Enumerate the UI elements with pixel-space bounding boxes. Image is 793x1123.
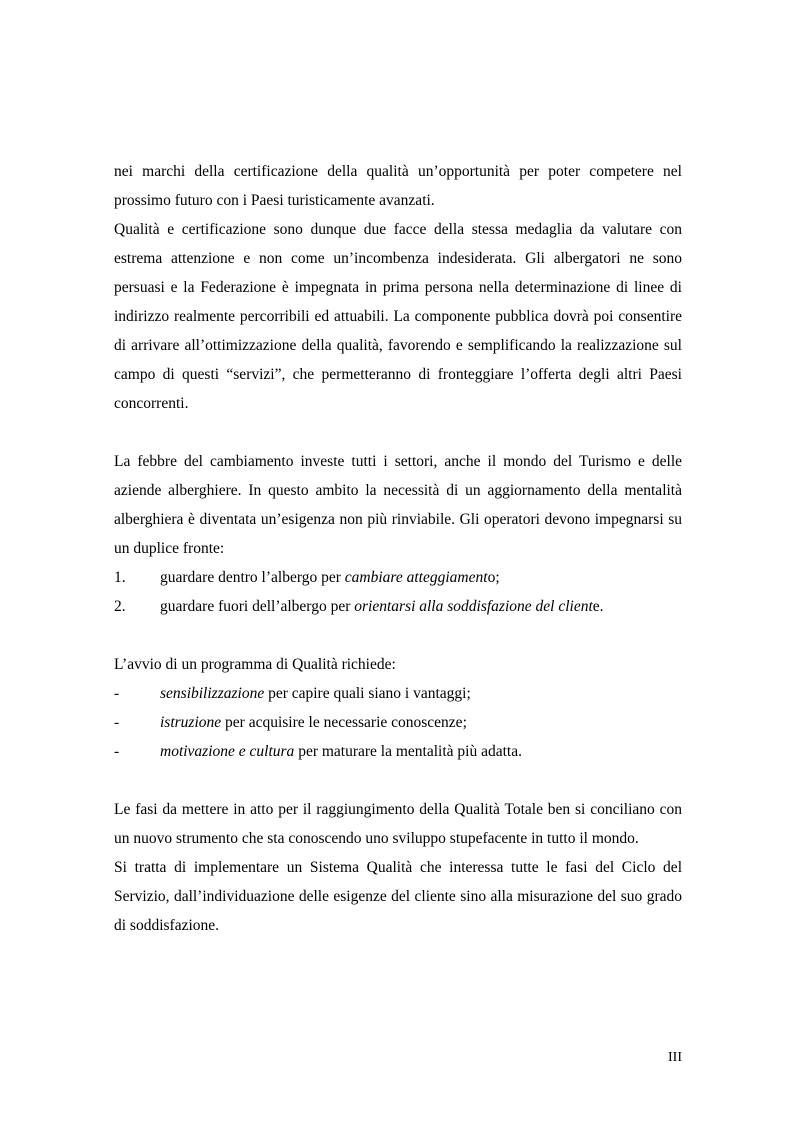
list-text-emphasis: cambiare atteggiament — [344, 569, 488, 586]
list-text-after: per capire quali siano i vantaggi; — [264, 685, 471, 702]
list-text-before: guardare fuori dell’albergo per — [160, 598, 355, 615]
list-text-emphasis: istruzione — [160, 714, 222, 731]
page-body — [114, 157, 682, 940]
list-item — [114, 708, 682, 737]
list-text-emphasis: motivazione e cultura — [160, 743, 295, 760]
numbered-list — [114, 563, 682, 621]
list-item-text — [160, 679, 682, 708]
list-marker: 1. — [114, 569, 126, 586]
list-text-emphasis: sensibilizzazione — [160, 685, 265, 702]
paragraph-3: La febbre del cambiamento investe tutti i settori, anche il mondo del Turismo e delle aziende alberghiere. In questo ambito la necessità di un aggiornamento della mentalità alberghiera è diventata un’esigenza non più rinviabile. Gli operatori devono impegnarsi su un duplice fronte: — [114, 453, 682, 557]
list-text-emphasis: orientarsi alla soddisfazione del client — [354, 598, 593, 615]
list-item — [114, 737, 682, 766]
paragraph-5: Le fasi da mettere in atto per il raggiungimento della Qualità Totale ben si conciliano con un nuovo strumento che sta conoscendo uno sviluppo stupefacente in tutto il mondo. — [114, 801, 682, 847]
list-item-text — [160, 563, 682, 592]
list-marker: - — [114, 743, 120, 760]
list-item-text — [160, 737, 682, 766]
list-item — [114, 563, 682, 592]
paragraph-1: nei marchi della certificazione della qualità un’opportunità per poter competere nel prossimo futuro con i Paesi turisticamente avanzati. — [114, 163, 682, 209]
list-marker: - — [114, 685, 120, 702]
list-text-after: e. — [592, 598, 604, 615]
list-text-after: o; — [487, 569, 500, 586]
list-item — [114, 592, 682, 621]
list-text-after: per maturare la mentalità più adatta. — [294, 743, 522, 760]
list-item-text — [160, 708, 682, 737]
page-number: III — [668, 1050, 682, 1065]
paragraph-2: Qualità e certificazione sono dunque due facce della stessa medaglia da valutare con estrema attenzione e non come un’incombenza indesiderata. Gli albergatori ne sono persuasi e la Federazione è impegnata in prima persona nella determinazione di linee di indirizzo realmente percorribili ed attuabili. La componente pubblica dovrà poi consentire di arrivare all’ottimizzazione della qualità, favorendo e semplificando la realizzazione sul campo di questi “servizi”, che permetteranno di fronteggiare l’offerta degli altri Paesi concorrenti. — [114, 221, 682, 412]
list-text-before: guardare dentro l’albergo per — [160, 569, 345, 586]
dash-list — [114, 679, 682, 766]
paragraph-4: L’avvio di un programma di Qualità richiede: — [114, 656, 396, 673]
paragraph-gap — [114, 418, 682, 447]
list-marker: 2. — [114, 598, 126, 615]
list-item-text — [160, 592, 682, 621]
paragraph-6: Si tratta di implementare un Sistema Qualità che interessa tutte le fasi del Ciclo del Servizio, dall’individuazione delle esigenze del cliente sino alla misurazione del suo grado di soddisfazione. — [114, 859, 682, 934]
paragraph-gap — [114, 621, 682, 650]
list-text-after: per acquisire le necessarie conoscenze; — [221, 714, 467, 731]
list-item — [114, 679, 682, 708]
paragraph-gap — [114, 766, 682, 795]
list-marker: - — [114, 714, 120, 731]
